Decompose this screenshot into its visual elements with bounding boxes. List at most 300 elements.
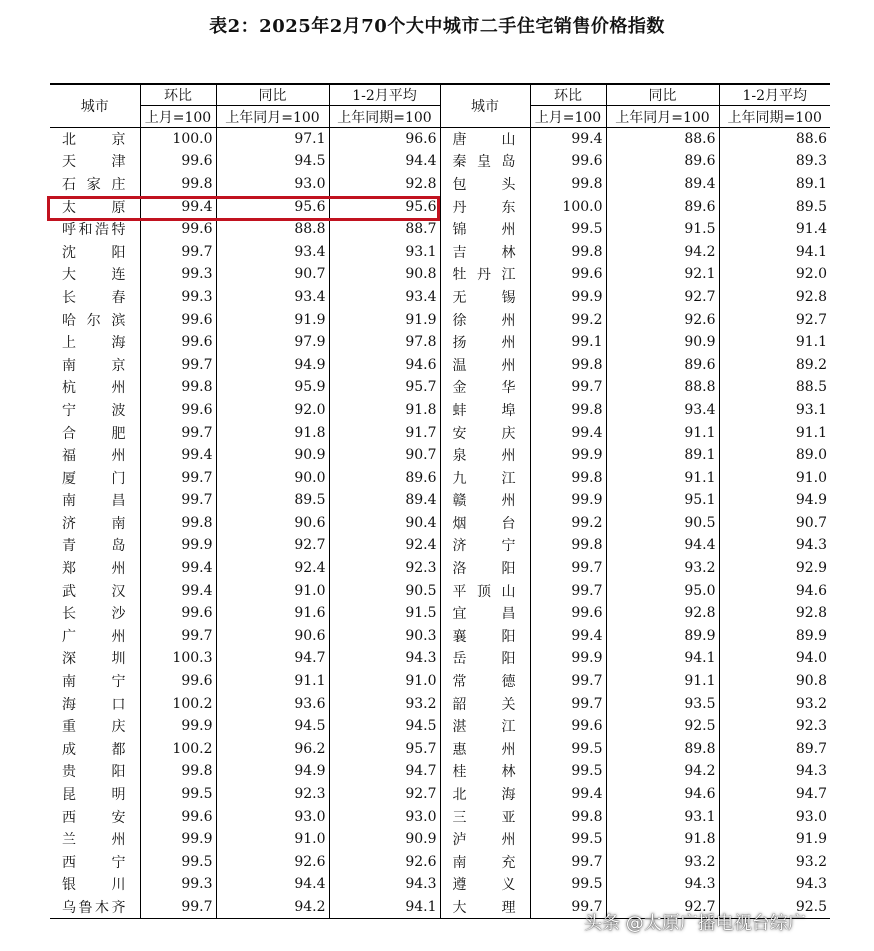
right-yoy-cell: 95.1 [606, 489, 719, 512]
left-city-cell: 海 口 [50, 692, 140, 715]
left-city-cell: 合 肥 [50, 421, 140, 444]
right-city-cell: 安 庆 [440, 421, 530, 444]
left-mom-cell: 99.6 [140, 602, 216, 625]
left-yoy-cell: 91.9 [216, 308, 329, 331]
right-yoy-cell: 91.1 [606, 421, 719, 444]
right-avg-cell: 94.6 [795, 582, 827, 599]
table-row [50, 286, 830, 309]
right-avg-cell: 88.5 [795, 379, 827, 396]
right-avg-cell: 94.9 [795, 492, 827, 509]
right-yoy-cell: 92.7 [606, 896, 719, 919]
left-city-cell: 乌鲁木齐 [50, 896, 140, 919]
left-mom-cell: 99.4 [140, 444, 216, 467]
city-header-left: 城市 [50, 84, 140, 128]
right-mom-cell: 99.8 [530, 466, 606, 489]
right-mom-cell: 99.4 [530, 625, 606, 648]
table-row [50, 783, 830, 806]
right-city-cell: 韶 关 [440, 692, 530, 715]
right-yoy-cell: 90.5 [606, 512, 719, 535]
right-city-cell: 烟 台 [440, 512, 530, 535]
right-yoy-cell: 90.9 [606, 331, 719, 354]
left-mom-cell: 99.9 [140, 828, 216, 851]
right-avg-cell: 89.9 [795, 627, 827, 644]
right-yoy-cell: 89.1 [606, 444, 719, 467]
left-mom-cell: 99.7 [140, 466, 216, 489]
left-yoy-cell: 94.9 [216, 760, 329, 783]
right-yoy-cell: 94.2 [606, 760, 719, 783]
right-avg-cell: 89.1 [795, 175, 827, 192]
left-mom-cell: 99.7 [140, 421, 216, 444]
left-yoy-cell: 93.0 [216, 173, 329, 196]
left-mom-cell: 99.4 [140, 195, 216, 218]
left-city-cell: 长 沙 [50, 602, 140, 625]
left-yoy-cell: 91.6 [216, 602, 329, 625]
left-avg-cell: 90.8 [329, 263, 440, 286]
right-avg-cell: 94.7 [795, 786, 827, 803]
left-yoy-cell: 94.4 [216, 873, 329, 896]
left-mom-cell: 100.0 [140, 128, 216, 151]
right-city-cell: 九 江 [440, 466, 530, 489]
left-mom-cell: 99.7 [140, 896, 216, 919]
left-yoy-cell: 97.1 [216, 128, 329, 151]
right-yoy-cell: 92.6 [606, 308, 719, 331]
left-city-cell: 南 京 [50, 353, 140, 376]
left-city-cell: 南 昌 [50, 489, 140, 512]
left-city-cell: 厦 门 [50, 466, 140, 489]
left-avg-cell: 90.3 [329, 625, 440, 648]
table-row [50, 647, 830, 670]
right-avg-cell: 93.2 [795, 695, 827, 712]
left-yoy-cell: 93.6 [216, 692, 329, 715]
left-city-cell: 太 原 [50, 195, 140, 218]
left-yoy-cell: 90.0 [216, 466, 329, 489]
table-row [50, 331, 830, 354]
avg-base-left: 上年同期=100 [329, 106, 440, 128]
right-avg-cell: 89.2 [795, 356, 827, 373]
right-yoy-cell: 94.2 [606, 240, 719, 263]
right-avg-cell: 91.1 [795, 424, 827, 441]
left-yoy-cell: 90.6 [216, 625, 329, 648]
table-row [50, 692, 830, 715]
right-avg-cell: 94.3 [795, 763, 827, 780]
right-mom-cell: 99.1 [530, 331, 606, 354]
left-city-cell: 西 宁 [50, 851, 140, 874]
left-avg-cell: 95.6 [329, 195, 440, 218]
left-city-cell: 大 连 [50, 263, 140, 286]
table-row [50, 444, 830, 467]
right-avg-cell: 90.7 [795, 514, 827, 531]
avg-header-left: 1-2月平均 [329, 84, 440, 106]
right-avg-cell: 92.8 [795, 605, 827, 622]
left-mom-cell: 99.7 [140, 240, 216, 263]
left-avg-cell: 94.6 [329, 353, 440, 376]
table-row [50, 150, 830, 173]
table-row [50, 173, 830, 196]
right-avg-cell: 94.3 [795, 537, 827, 554]
table-row [50, 873, 830, 896]
right-mom-cell: 99.6 [530, 263, 606, 286]
right-avg-cell: 94.3 [795, 876, 827, 893]
right-yoy-cell: 92.1 [606, 263, 719, 286]
table-row [50, 670, 830, 693]
yoy-header-right: 同比 [606, 84, 719, 106]
left-city-cell: 天 津 [50, 150, 140, 173]
left-mom-cell: 99.6 [140, 805, 216, 828]
right-avg-cell: 89.5 [795, 198, 827, 215]
left-city-cell: 长 春 [50, 286, 140, 309]
right-city-cell: 蚌 埠 [440, 399, 530, 422]
right-city-cell: 岳 阳 [440, 647, 530, 670]
right-city-cell: 扬 州 [440, 331, 530, 354]
right-city-cell: 惠 州 [440, 738, 530, 761]
right-mom-cell: 99.4 [530, 421, 606, 444]
right-yoy-cell: 91.5 [606, 218, 719, 241]
right-avg-cell: 92.7 [795, 311, 827, 328]
table-row [50, 738, 830, 761]
left-avg-cell: 91.5 [329, 602, 440, 625]
page-title: 表2：2025年2月70个大中城市二手住宅销售价格指数 [209, 16, 665, 37]
left-yoy-cell: 91.0 [216, 579, 329, 602]
right-mom-cell: 99.9 [530, 286, 606, 309]
left-mom-cell: 100.2 [140, 738, 216, 761]
table-row [50, 353, 830, 376]
right-mom-cell: 99.7 [530, 557, 606, 580]
yoy-header-left: 同比 [216, 84, 329, 106]
right-city-cell: 温 州 [440, 353, 530, 376]
left-city-cell: 哈尔滨 [50, 308, 140, 331]
left-mom-cell: 99.8 [140, 512, 216, 535]
left-mom-cell: 99.6 [140, 670, 216, 693]
left-avg-cell: 95.7 [329, 738, 440, 761]
table-row [50, 128, 830, 151]
right-avg-cell: 91.1 [795, 334, 827, 351]
left-mom-cell: 99.5 [140, 851, 216, 874]
left-mom-cell: 99.8 [140, 760, 216, 783]
left-city-cell: 昆 明 [50, 783, 140, 806]
left-mom-cell: 99.4 [140, 557, 216, 580]
right-mom-cell: 99.5 [530, 828, 606, 851]
right-city-cell: 泉 州 [440, 444, 530, 467]
right-city-cell: 锦 州 [440, 218, 530, 241]
right-mom-cell: 100.0 [530, 195, 606, 218]
mom-base-right: 上月=100 [530, 106, 606, 128]
right-yoy-cell: 91.8 [606, 828, 719, 851]
left-city-cell: 杭 州 [50, 376, 140, 399]
yoy-base-left: 上年同月=100 [216, 106, 329, 128]
avg-header-right: 1-2月平均 [719, 84, 830, 106]
left-avg-cell: 90.4 [329, 512, 440, 535]
left-yoy-cell: 93.4 [216, 286, 329, 309]
table-row [50, 399, 830, 422]
left-avg-cell: 93.4 [329, 286, 440, 309]
left-city-cell: 宁 波 [50, 399, 140, 422]
table-row [50, 376, 830, 399]
right-city-cell: 湛 江 [440, 715, 530, 738]
left-avg-cell: 90.7 [329, 444, 440, 467]
right-city-cell: 丹 东 [440, 195, 530, 218]
mom-header-left: 环比 [140, 84, 216, 106]
right-yoy-cell: 89.9 [606, 625, 719, 648]
left-city-cell: 南 宁 [50, 670, 140, 693]
left-mom-cell: 99.6 [140, 399, 216, 422]
table-row [50, 512, 830, 535]
right-avg-cell: 94.0 [795, 650, 827, 667]
left-city-cell: 郑 州 [50, 557, 140, 580]
right-yoy-cell: 94.1 [606, 647, 719, 670]
right-yoy-cell: 89.6 [606, 195, 719, 218]
left-avg-cell: 94.4 [329, 150, 440, 173]
table-row [50, 828, 830, 851]
left-yoy-cell: 90.9 [216, 444, 329, 467]
left-mom-cell: 99.3 [140, 873, 216, 896]
right-city-cell: 北 海 [440, 783, 530, 806]
left-yoy-cell: 96.2 [216, 738, 329, 761]
right-yoy-cell: 91.1 [606, 466, 719, 489]
right-mom-cell: 99.9 [530, 647, 606, 670]
right-avg-cell: 89.3 [795, 153, 827, 170]
right-yoy-cell: 93.2 [606, 557, 719, 580]
table-row [50, 421, 830, 444]
right-yoy-cell: 95.0 [606, 579, 719, 602]
left-avg-cell: 92.7 [329, 783, 440, 806]
left-avg-cell: 90.9 [329, 828, 440, 851]
right-mom-cell: 99.5 [530, 873, 606, 896]
right-mom-cell: 99.9 [530, 489, 606, 512]
right-yoy-cell: 89.4 [606, 173, 719, 196]
left-avg-cell: 90.5 [329, 579, 440, 602]
left-avg-cell: 89.6 [329, 466, 440, 489]
right-avg-cell: 89.7 [795, 740, 827, 757]
right-avg-cell: 93.2 [795, 853, 827, 870]
left-avg-cell: 93.0 [329, 805, 440, 828]
left-avg-cell: 94.7 [329, 760, 440, 783]
right-mom-cell: 99.8 [530, 399, 606, 422]
right-mom-cell: 99.7 [530, 670, 606, 693]
left-yoy-cell: 92.4 [216, 557, 329, 580]
left-avg-cell: 89.4 [329, 489, 440, 512]
right-city-cell: 三 亚 [440, 805, 530, 828]
right-mom-cell: 99.6 [530, 602, 606, 625]
right-mom-cell: 99.4 [530, 128, 606, 151]
left-yoy-cell: 92.6 [216, 851, 329, 874]
left-mom-cell: 99.6 [140, 308, 216, 331]
table-row [50, 218, 830, 241]
right-city-cell: 平顶山 [440, 579, 530, 602]
right-mom-cell: 99.8 [530, 173, 606, 196]
right-yoy-cell: 92.5 [606, 715, 719, 738]
right-mom-cell: 99.7 [530, 692, 606, 715]
table-row [50, 760, 830, 783]
right-avg-cell: 92.3 [795, 718, 827, 735]
right-city-cell: 无 锡 [440, 286, 530, 309]
left-yoy-cell: 97.9 [216, 331, 329, 354]
left-city-cell: 广 州 [50, 625, 140, 648]
right-city-cell: 吉 林 [440, 240, 530, 263]
right-city-cell: 济 宁 [440, 534, 530, 557]
right-city-cell: 襄 阳 [440, 625, 530, 648]
right-city-cell: 牡丹江 [440, 263, 530, 286]
left-avg-cell: 91.9 [329, 308, 440, 331]
left-yoy-cell: 91.0 [216, 828, 329, 851]
right-avg-cell: 93.0 [795, 808, 827, 825]
table-body [50, 128, 830, 919]
left-avg-cell: 88.7 [329, 218, 440, 241]
table-row [50, 805, 830, 828]
right-mom-cell: 99.8 [530, 240, 606, 263]
left-mom-cell: 99.8 [140, 376, 216, 399]
right-city-cell: 赣 州 [440, 489, 530, 512]
left-yoy-cell: 92.0 [216, 399, 329, 422]
table-row [50, 308, 830, 331]
right-mom-cell: 99.5 [530, 760, 606, 783]
right-city-cell: 洛 阳 [440, 557, 530, 580]
left-city-cell: 贵 阳 [50, 760, 140, 783]
left-mom-cell: 99.7 [140, 353, 216, 376]
table-row [50, 851, 830, 874]
table-row [50, 602, 830, 625]
right-city-cell: 包 头 [440, 173, 530, 196]
right-yoy-cell: 92.8 [606, 602, 719, 625]
left-yoy-cell: 94.5 [216, 150, 329, 173]
left-city-cell: 上 海 [50, 331, 140, 354]
left-mom-cell: 99.7 [140, 489, 216, 512]
left-avg-cell: 93.2 [329, 692, 440, 715]
right-avg-cell: 89.0 [795, 447, 827, 464]
left-yoy-cell: 92.3 [216, 783, 329, 806]
right-avg-cell: 92.9 [795, 560, 827, 577]
avg-base-right: 上年同期=100 [719, 106, 830, 128]
table-row [50, 489, 830, 512]
left-city-cell: 兰 州 [50, 828, 140, 851]
right-city-cell: 徐 州 [440, 308, 530, 331]
right-yoy-cell: 92.7 [606, 286, 719, 309]
left-yoy-cell: 90.6 [216, 512, 329, 535]
left-avg-cell: 92.3 [329, 557, 440, 580]
highlight-box [47, 196, 440, 221]
right-yoy-cell: 93.4 [606, 399, 719, 422]
right-avg-cell: 91.0 [795, 469, 827, 486]
left-mom-cell: 99.6 [140, 218, 216, 241]
right-avg-cell: 91.4 [795, 221, 827, 238]
right-avg-cell: 92.8 [795, 288, 827, 305]
right-city-cell: 秦皇岛 [440, 150, 530, 173]
right-mom-cell: 99.5 [530, 218, 606, 241]
right-mom-cell: 99.7 [530, 896, 606, 919]
left-city-cell: 重 庆 [50, 715, 140, 738]
table-row [50, 534, 830, 557]
right-city-cell: 常 德 [440, 670, 530, 693]
left-mom-cell: 99.8 [140, 173, 216, 196]
right-yoy-cell: 93.2 [606, 851, 719, 874]
right-city-cell: 大 理 [440, 896, 530, 919]
left-avg-cell: 92.8 [329, 173, 440, 196]
right-mom-cell: 99.5 [530, 738, 606, 761]
left-avg-cell: 91.8 [329, 399, 440, 422]
mom-header-right: 环比 [530, 84, 606, 106]
city-header-right: 城市 [440, 84, 530, 128]
left-yoy-cell: 91.1 [216, 670, 329, 693]
left-mom-cell: 99.9 [140, 534, 216, 557]
left-mom-cell: 99.5 [140, 783, 216, 806]
left-yoy-cell: 90.7 [216, 263, 329, 286]
left-yoy-cell: 88.8 [216, 218, 329, 241]
right-yoy-cell: 88.6 [606, 128, 719, 151]
right-mom-cell: 99.7 [530, 851, 606, 874]
left-mom-cell: 99.6 [140, 331, 216, 354]
right-avg-cell: 93.1 [795, 401, 827, 418]
left-mom-cell: 99.3 [140, 263, 216, 286]
left-city-cell: 呼和浩特 [50, 218, 140, 241]
left-city-cell: 银 川 [50, 873, 140, 896]
table-row [50, 466, 830, 489]
right-mom-cell: 99.6 [530, 150, 606, 173]
right-city-cell: 泸 州 [440, 828, 530, 851]
left-yoy-cell: 93.0 [216, 805, 329, 828]
left-mom-cell: 99.4 [140, 579, 216, 602]
right-city-cell: 金 华 [440, 376, 530, 399]
right-mom-cell: 99.2 [530, 308, 606, 331]
table-row [50, 625, 830, 648]
left-avg-cell: 92.6 [329, 851, 440, 874]
table-row [50, 263, 830, 286]
left-mom-cell: 100.3 [140, 647, 216, 670]
right-yoy-cell: 93.1 [606, 805, 719, 828]
right-yoy-cell: 89.6 [606, 150, 719, 173]
table-row [50, 557, 830, 580]
table-row [50, 240, 830, 263]
left-yoy-cell: 89.5 [216, 489, 329, 512]
right-avg-cell: 88.6 [795, 131, 827, 148]
right-mom-cell: 99.8 [530, 805, 606, 828]
left-avg-cell: 94.5 [329, 715, 440, 738]
watermark: 头条 @太原广播电视台综广 [584, 913, 806, 934]
table-row [50, 715, 830, 738]
left-city-cell: 北 京 [50, 128, 140, 151]
left-city-cell: 青 岛 [50, 534, 140, 557]
right-avg-cell: 91.9 [795, 831, 827, 848]
right-yoy-cell: 94.4 [606, 534, 719, 557]
right-avg-cell: 92.0 [795, 266, 827, 283]
table-row [50, 579, 830, 602]
left-avg-cell: 93.1 [329, 240, 440, 263]
left-city-cell: 成 都 [50, 738, 140, 761]
right-yoy-cell: 94.6 [606, 783, 719, 806]
right-mom-cell: 99.2 [530, 512, 606, 535]
left-avg-cell: 91.7 [329, 421, 440, 444]
left-city-cell: 武 汉 [50, 579, 140, 602]
left-yoy-cell: 94.2 [216, 896, 329, 919]
left-yoy-cell: 95.6 [216, 195, 329, 218]
right-city-cell: 南 充 [440, 851, 530, 874]
left-city-cell: 深 圳 [50, 647, 140, 670]
right-city-cell: 唐 山 [440, 128, 530, 151]
left-avg-cell: 94.1 [329, 896, 440, 919]
right-city-cell: 遵 义 [440, 873, 530, 896]
right-mom-cell: 99.9 [530, 444, 606, 467]
yoy-base-right: 上年同月=100 [606, 106, 719, 128]
right-mom-cell: 99.4 [530, 783, 606, 806]
left-city-cell: 济 南 [50, 512, 140, 535]
right-city-cell: 宜 昌 [440, 602, 530, 625]
right-yoy-cell: 93.5 [606, 692, 719, 715]
left-avg-cell: 92.4 [329, 534, 440, 557]
left-mom-cell: 99.6 [140, 150, 216, 173]
left-yoy-cell: 95.9 [216, 376, 329, 399]
left-avg-cell: 94.3 [329, 873, 440, 896]
left-yoy-cell: 94.5 [216, 715, 329, 738]
right-yoy-cell: 88.8 [606, 376, 719, 399]
left-yoy-cell: 91.8 [216, 421, 329, 444]
